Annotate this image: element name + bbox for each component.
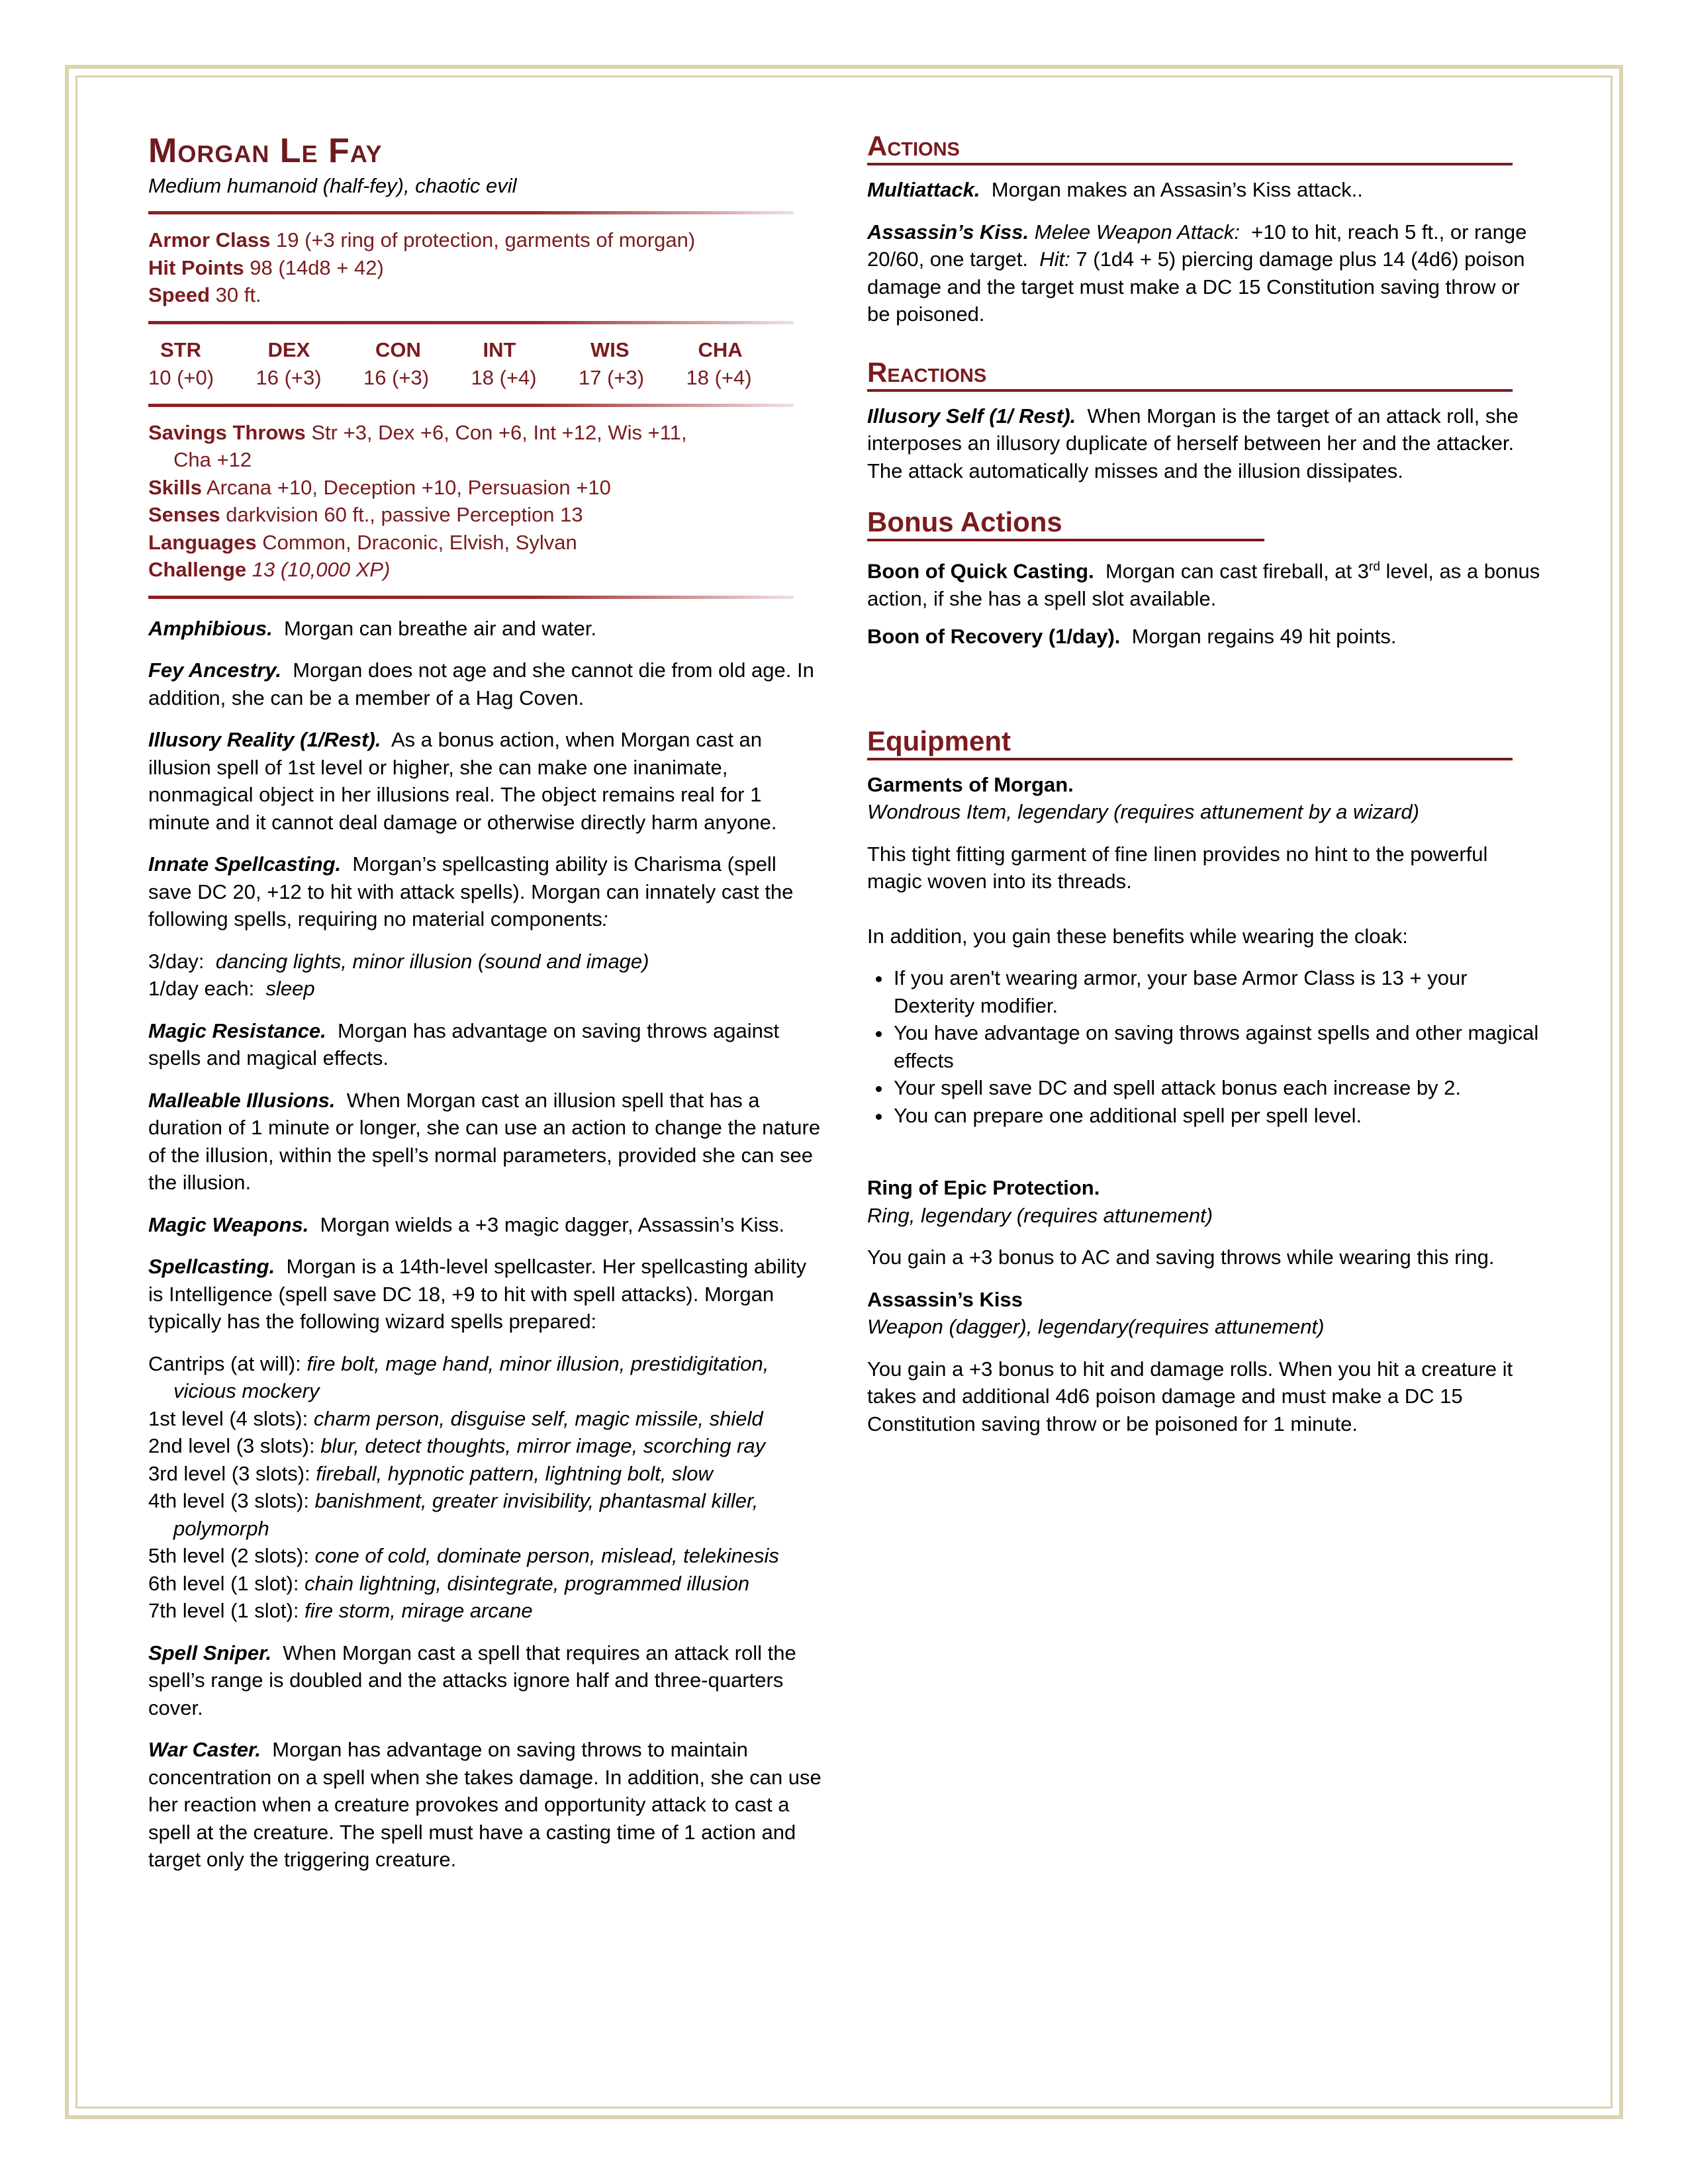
item-type: Ring, legendary (requires attunement) — [867, 1203, 1213, 1227]
armor-class-line — [148, 226, 823, 254]
trait-title: Illusory Reality (1/Rest). — [148, 728, 381, 751]
benefit-item: • You have advantage on saving throws against spells and other magical effects — [892, 1019, 1542, 1074]
spell-level-label: 2nd level (3 slots): — [148, 1434, 315, 1457]
bonus-text: Morgan can cast fireball, at 3 — [1105, 559, 1370, 583]
spell-level-row — [148, 1487, 823, 1542]
challenge-line — [148, 556, 823, 584]
trait-text: Morgan has advantage on saving throws to maintain concentration on a spell when she takes damage. In addition, she can use her reaction when a creature provokes and opportunity attack to cast a spell at the creature. The spell must have a casting time of 1 action and target only the triggering creature. — [148, 1738, 821, 1871]
trait-magic-weapons — [148, 1211, 823, 1239]
item-name: Garments of Morgan. — [867, 772, 1074, 796]
item-description: You gain a +3 bonus to hit and damage rolls. When you hit a creature it takes and additional 4d6 poison damage and must make a DC 15 Constitution saving throw or be poisoned for 1 minute. — [867, 1357, 1513, 1435]
actions-heading: Actions — [867, 130, 1513, 165]
action-title: Multiattack. — [867, 178, 980, 201]
trait-malleable-illusions — [148, 1087, 823, 1197]
languages-line — [148, 529, 823, 557]
item-name: Assassin’s Kiss — [867, 1287, 1023, 1311]
spell-level-row — [148, 1432, 823, 1460]
saving-throws-value: Str +3, Dex +6, Con +6, Int +12, Wis +11, — [311, 420, 687, 444]
actions-column — [867, 130, 1542, 1437]
attack-bonus: +10 to hit, reach 5 ft., or range 20/60, one target. — [867, 220, 1527, 271]
trait-title: Magic Weapons. — [148, 1212, 309, 1236]
monster-name: Morgan Le Fay — [148, 132, 383, 170]
benefit-item: • You can prepare one additional spell per spell level. — [892, 1102, 1542, 1130]
trait-title: Malleable Illusions. — [148, 1088, 336, 1112]
ability-name: INT — [483, 338, 516, 361]
trait-spellcasting — [148, 1253, 823, 1336]
spell-level-row — [148, 1460, 823, 1488]
ability-scores — [148, 336, 794, 392]
spell-names: fireball, hypnotic pattern, lightning bolt, slow — [316, 1461, 713, 1485]
item-description: You gain a +3 bonus to AC and saving throws while wearing this ring. — [867, 1246, 1495, 1269]
reaction-text: When Morgan is the target of an attack roll, she interposes an illusory duplicate of herself between her and the attacker. The attack automatically misses and the illusion dissipates. — [867, 404, 1519, 482]
languages-label: Languages — [148, 530, 257, 554]
bonus-title: Boon of Recovery (1/day). — [867, 625, 1121, 649]
action-title: Assassin’s Kiss. — [867, 220, 1029, 244]
trait-amphibious — [148, 615, 823, 643]
innate-3day-line — [148, 948, 823, 976]
item-name: Ring of Epic Protection. — [867, 1176, 1100, 1200]
trait-title: Spellcasting. — [148, 1255, 275, 1278]
trait-text: When Morgan cast an illusion spell that has a duration of 1 minute or longer, she can use an action to change the nature of the illusion, within the spell’s normal parameters, provided she can see the illusion. — [148, 1088, 821, 1194]
wizard-spell-list — [148, 1350, 823, 1625]
ability-name: STR — [160, 338, 201, 361]
armor-class-value: 19 (+3 ring of protection, garments of morgan) — [275, 228, 696, 251]
bonus-recovery — [867, 623, 1542, 651]
reactions-heading: Reactions — [867, 356, 1513, 392]
senses-label: Senses — [148, 503, 220, 526]
senses-value: darkvision 60 ft., passive Perception 13 — [226, 503, 583, 526]
innate-spell-list — [148, 948, 823, 1003]
ability-value: 16 (+3) — [256, 365, 322, 389]
ordinal-suffix: rd — [1369, 560, 1380, 574]
trait-war-caster — [148, 1736, 823, 1874]
innate-1day-label: 1/day each: — [148, 977, 255, 1000]
spell-level-label: 1st level (4 slots): — [148, 1406, 308, 1430]
trait-title: Innate Spellcasting. — [148, 852, 342, 876]
spell-level-label: 6th level (1 slot): — [148, 1571, 299, 1595]
hit-label: Hit: — [1039, 248, 1070, 271]
spell-level-row — [148, 1597, 823, 1625]
action-assassins-kiss — [867, 218, 1542, 328]
ability-value: 10 (+0) — [148, 365, 214, 389]
armor-class-label: Armor Class — [148, 228, 271, 251]
challenge-value: 13 (10,000 XP) — [252, 558, 391, 581]
innate-3day-label: 3/day: — [148, 949, 205, 973]
trait-spell-sniper — [148, 1639, 823, 1722]
hit-points-line — [148, 254, 823, 282]
ability-name: CON — [375, 338, 421, 361]
speed-line — [148, 281, 823, 309]
speed-value: 30 ft. — [215, 283, 261, 306]
ability-int — [471, 336, 579, 392]
trait-title: Amphibious. — [148, 616, 273, 640]
item-type: Weapon (dagger), legendary(requires attunement) — [867, 1315, 1325, 1339]
trait-text: As a bonus action, when Morgan cast an illusion spell of 1st level or higher, she can make one inanimate, nonmagical object in her illusions real. The object remains real for 1 minute and it cannot deal damage or otherwise directly harm anyone. — [148, 728, 777, 834]
spell-level-label: Cantrips (at will): — [148, 1351, 301, 1375]
saving-throws-continued: Cha +12 — [173, 448, 252, 471]
benefit-item: • If you aren't wearing armor, your base Armor Class is 13 + your Dexterity modifier. — [892, 964, 1542, 1019]
innate-3day-spells: dancing lights, minor illusion (sound and image) — [215, 949, 649, 973]
trait-text: When Morgan cast a spell that requires an attack roll the spell’s range is doubled and the attacks ignore half and three-quarters cover. — [148, 1641, 796, 1719]
spell-level-label: 7th level (1 slot): — [148, 1599, 299, 1622]
trait-text-colon: : — [602, 907, 608, 931]
spell-level-row — [148, 1570, 823, 1598]
spell-level-label: 5th level (2 slots): — [148, 1544, 309, 1567]
innate-1day-line — [148, 975, 823, 1003]
hit-points-label: Hit Points — [148, 255, 244, 279]
bonus-quick-casting — [867, 553, 1542, 612]
spell-names: cone of cold, dominate person, mislead, telekinesis — [314, 1544, 779, 1567]
spell-level-row — [148, 1350, 823, 1405]
bonus-text: Morgan regains 49 hit points. — [1131, 625, 1397, 649]
skills-label: Skills — [148, 475, 202, 499]
trait-text: Morgan wields a +3 magic dagger, Assassin’s Kiss. — [320, 1212, 785, 1236]
ability-name: CHA — [698, 338, 743, 361]
saving-throws-label: Savings Throws — [148, 420, 306, 444]
bonus-actions-heading: Bonus Actions — [867, 506, 1264, 541]
divider — [148, 596, 794, 599]
trait-magic-resistance — [148, 1017, 823, 1072]
spell-names: chain lightning, disintegrate, programmed illusion — [305, 1571, 750, 1595]
trait-fey-ancestry — [148, 657, 823, 711]
item-benefits-list — [867, 964, 1542, 1129]
ability-value: 18 (+4) — [471, 365, 537, 389]
stat-block-column — [148, 130, 823, 1888]
divider — [148, 211, 794, 214]
spell-level-row — [148, 1542, 823, 1570]
hit-text: 7 (1d4 + 5) piercing damage plus 14 (4d6) poison damage and the target must make a DC 15 Constitution saving throw or be poisoned. — [867, 248, 1525, 326]
item-description: This tight fitting garment of fine linen provides no hint to the powerful magic woven into its threads. — [867, 842, 1488, 893]
monster-type: Medium humanoid (half-fey), chaotic evil — [148, 174, 517, 197]
trait-title: War Caster. — [148, 1738, 261, 1761]
challenge-label: Challenge — [148, 558, 247, 581]
trait-text: Morgan does not age and she cannot die from old age. In addition, she can be a member of a Hag Coven. — [148, 659, 814, 709]
bonus-title: Boon of Quick Casting. — [867, 559, 1094, 583]
speed-label: Speed — [148, 283, 211, 306]
languages-value: Common, Draconic, Elvish, Sylvan — [262, 530, 577, 554]
spell-names: fire storm, mirage arcane — [305, 1599, 533, 1622]
reaction-title: Illusory Self (1/ Rest). — [867, 404, 1076, 428]
skills-line — [148, 474, 823, 502]
ability-value: 17 (+3) — [579, 365, 645, 389]
trait-innate-spellcasting — [148, 850, 823, 933]
divider — [148, 321, 794, 324]
reaction-illusory-self — [867, 402, 1542, 485]
ability-dex — [256, 336, 364, 392]
spell-names: fire bolt, mage hand, minor illusion, prestidigitation, vicious mockery — [173, 1351, 769, 1402]
hit-points-value: 98 (14d8 + 42) — [250, 255, 384, 279]
spell-level-label: 3rd level (3 slots): — [148, 1461, 310, 1485]
equipment-heading: Equipment — [867, 725, 1513, 760]
spell-names: blur, detect thoughts, mirror image, scorching ray — [320, 1434, 766, 1457]
ability-value: 18 (+4) — [686, 365, 752, 389]
action-text: Morgan makes an Assasin’s Kiss attack.. — [991, 178, 1363, 201]
trait-text: Morgan’s spellcasting ability is Charisma (spell save DC 20, +12 to hit with attack spells). Morgan can innately cast the following spells, requiring no material components — [148, 852, 794, 931]
item-type: Wondrous Item, legendary (requires attunement by a wizard) — [867, 800, 1419, 824]
trait-text: Morgan has advantage on saving throws against spells and magical effects. — [148, 1019, 779, 1069]
ability-cha — [686, 336, 794, 392]
trait-illusory-reality — [148, 726, 823, 836]
item-benefits-intro: In addition, you gain these benefits while wearing the cloak: — [867, 924, 1408, 948]
ability-name: WIS — [590, 338, 630, 361]
attack-type: Melee Weapon Attack: — [1034, 220, 1240, 244]
action-multiattack — [867, 176, 1542, 204]
spell-names: banishment, greater invisibility, phantasmal killer, polymorph — [173, 1489, 759, 1540]
ability-name: DEX — [267, 338, 310, 361]
senses-line — [148, 501, 823, 529]
trait-text: Morgan is a 14th-level spellcaster. Her spellcasting ability is Intelligence (spell save DC 18, +9 to hit with spell attacks). Morgan typically has the following wizard spells prepared: — [148, 1255, 807, 1333]
trait-title: Fey Ancestry. — [148, 659, 282, 682]
ability-wis — [579, 336, 686, 392]
saving-throws-line — [148, 419, 823, 447]
ability-value: 16 (+3) — [363, 365, 430, 389]
trait-title: Magic Resistance. — [148, 1019, 326, 1042]
spell-level-label: 4th level (3 slots): — [148, 1489, 309, 1512]
bonus-text-cont: level, as a bonus action, if she has a spell slot available. — [867, 559, 1540, 610]
spell-names: charm person, disguise self, magic missile, shield — [313, 1406, 763, 1430]
innate-1day-spells: sleep — [265, 977, 315, 1000]
trait-text: Morgan can breathe air and water. — [283, 616, 597, 640]
benefit-item: • Your spell save DC and spell attack bonus each increase by 2. — [892, 1074, 1542, 1102]
spell-level-row — [148, 1405, 823, 1433]
skills-value: Arcana +10, Deception +10, Persuasion +10 — [206, 475, 611, 499]
divider — [148, 404, 794, 407]
ability-con — [363, 336, 471, 392]
ability-str — [148, 336, 256, 392]
trait-title: Spell Sniper. — [148, 1641, 272, 1664]
